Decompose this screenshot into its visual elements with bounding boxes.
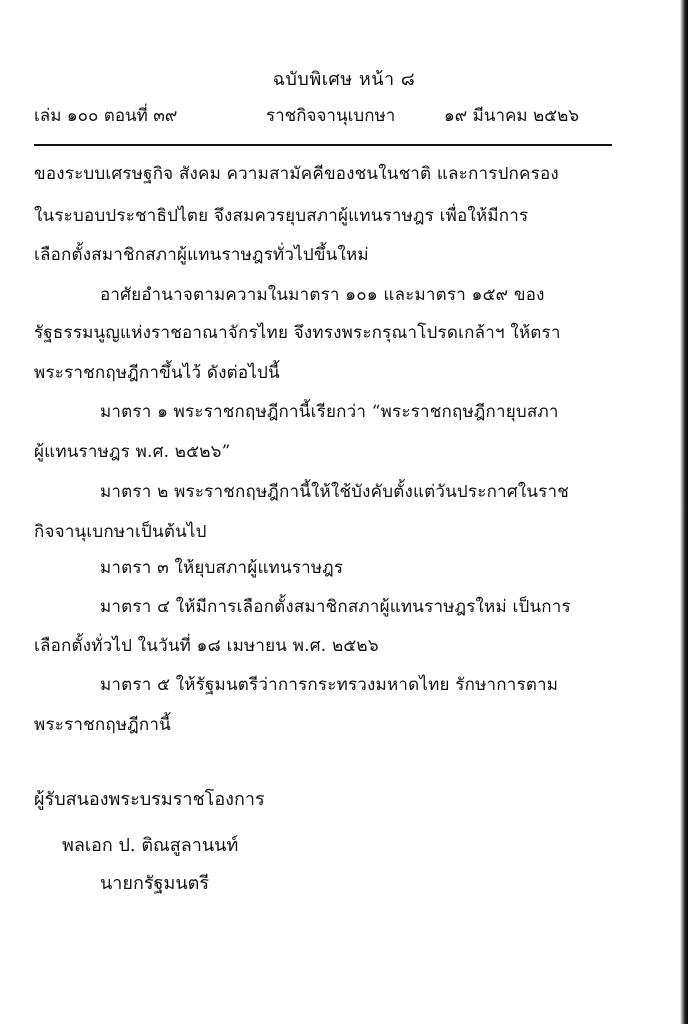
section-2: มาตรา ๒ พระราชกฤษฎีกานี้ให้ใช้บังคับตั้งแต่วันประกาศในราช [100, 482, 569, 502]
body-line: พระราชกฤษฎีกานี้ [34, 715, 171, 735]
issue-date: ๑๙ มีนาคม ๒๕๒๖ [444, 106, 580, 126]
section-4: มาตรา ๔ ให้มีการเลือกตั้งสมาชิกสภาผู้แทนราษฎรใหม่ เป็นการ [100, 597, 571, 617]
enabling-clause: อาศัยอำนาจตามความในมาตรา ๑๐๑ และมาตรา ๑๕๙ ของ [100, 285, 545, 305]
header-divider [34, 144, 612, 146]
signatory-position: นายกรัฐมนตรี [100, 873, 209, 894]
body-line: เลือกตั้งสมาชิกสภาผู้แทนราษฎรทั่วไปขึ้นใหม่ [34, 245, 369, 265]
section-5: มาตรา ๕ ให้รัฐมนตรีว่าการกระทรวงมหาดไทย รักษาการตาม [100, 675, 559, 695]
body-line: รัฐธรรมนูญแห่งราชอาณาจักรไทย จึงทรงพระกรุณาโปรดเกล้าฯ ให้ตรา [34, 323, 561, 343]
volume-issue: เล่ม ๑๐๐ ตอนที่ ๓๙ [34, 106, 178, 126]
signatory-name: พลเอก ป. ติณสูลานนท์ [62, 835, 239, 856]
section-1: มาตรา ๑ พระราชกฤษฎีกานี้เรียกว่า “พระราชกฤษฎีกายุบสภา [100, 402, 559, 422]
body-line: กิจจานุเบกษาเป็นต้นไป [34, 522, 207, 542]
section-3: มาตรา ๓ ให้ยุบสภาผู้แทนราษฎร [100, 558, 344, 578]
body-line: พระราชกฤษฎีกาขึ้นไว้ ดังต่อไปนี้ [34, 363, 280, 383]
body-line: ในระบอบประชาธิปไตย จึงสมควรยุบสภาผู้แทนราษฎร เพื่อให้มีการ [34, 206, 529, 226]
publication-name: ราชกิจจานุเบกษา [266, 106, 396, 126]
body-line: ผู้แทนราษฎร พ.ศ. ๒๕๒๖” [34, 442, 231, 462]
body-line: ของระบบเศรษฐกิจ สังคม ความสามัคคีของชนในชาติ และการปกครอง [34, 164, 559, 184]
page-header-title: ฉบับพิเศษ หน้า ๘ [272, 69, 416, 90]
page-edge-shadow [680, 0, 688, 1024]
page-header-meta [34, 102, 614, 132]
countersign-label: ผู้รับสนองพระบรมราชโองการ [34, 789, 265, 810]
body-line: เลือกตั้งทั่วไป ในวันที่ ๑๘ เมษายน พ.ศ. ๒๕๒๖ [34, 636, 379, 656]
